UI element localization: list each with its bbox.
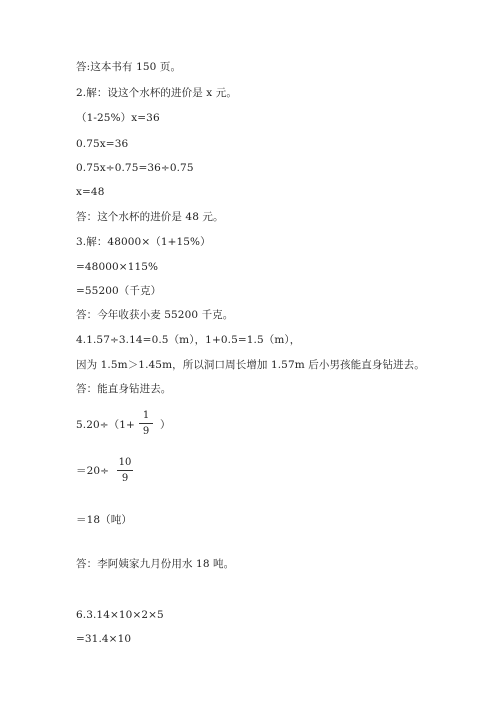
- problem-3-setup-line: 3.解：48000×（1+15%）: [76, 236, 211, 248]
- problem-2-answer-line: 答：这个水杯的进价是 48 元。: [76, 211, 224, 223]
- problem-3-answer-line: 答：今年收获小麦 55200 千克。: [76, 309, 234, 321]
- fraction-numerator: 10: [117, 457, 133, 471]
- problem-2-division-line: 0.75x÷0.75=36÷0.75: [76, 162, 194, 174]
- fraction-denominator: 9: [121, 473, 129, 484]
- problem-2-equation-line: （1-25%）x=36: [76, 112, 160, 124]
- problem-5-expression-start: 5.20÷（1+: [76, 419, 135, 431]
- problem-3-result-line: =55200（千克）: [76, 285, 162, 297]
- problem-5-answer-line: 答：李阿姨家九月份用水 18 吨。: [76, 558, 235, 570]
- problem-4-reason-line: 因为 1.5m＞1.45m，所以洞口周长增加 1.57m 后小男孩能直身钻进去。: [76, 359, 425, 371]
- fraction-numerator: 1: [139, 410, 153, 424]
- problem-5-result-line: ＝18（吨）: [76, 514, 132, 526]
- fraction-ten-ninths: [117, 457, 133, 485]
- problem-4-calc-line: 4.1.57÷3.14=0.5（m），1+0.5=1.5（m），: [76, 334, 301, 346]
- fraction-denominator: 9: [142, 426, 150, 437]
- problem-6-step-line: =31.4×10: [76, 633, 132, 645]
- problem-2-step-line: 0.75x=36: [76, 138, 129, 150]
- problem-2-setup-line: 2.解：设这个水杯的进价是 x 元。: [76, 87, 237, 99]
- problem-6-setup-line: 6.3.14×10×2×5: [76, 609, 164, 621]
- answer-pages-line: 答:这本书有 150 页。: [76, 61, 182, 73]
- problem-2-result-line: x=48: [76, 186, 105, 198]
- problem-5-expression-end: ）: [160, 419, 171, 431]
- problem-4-answer-line: 答：能直身钻进去。: [76, 383, 172, 395]
- fraction-one-ninth: [139, 410, 153, 438]
- problem-3-step-line: =48000×115%: [76, 261, 159, 273]
- problem-5-step-line: ＝20÷: [76, 465, 110, 477]
